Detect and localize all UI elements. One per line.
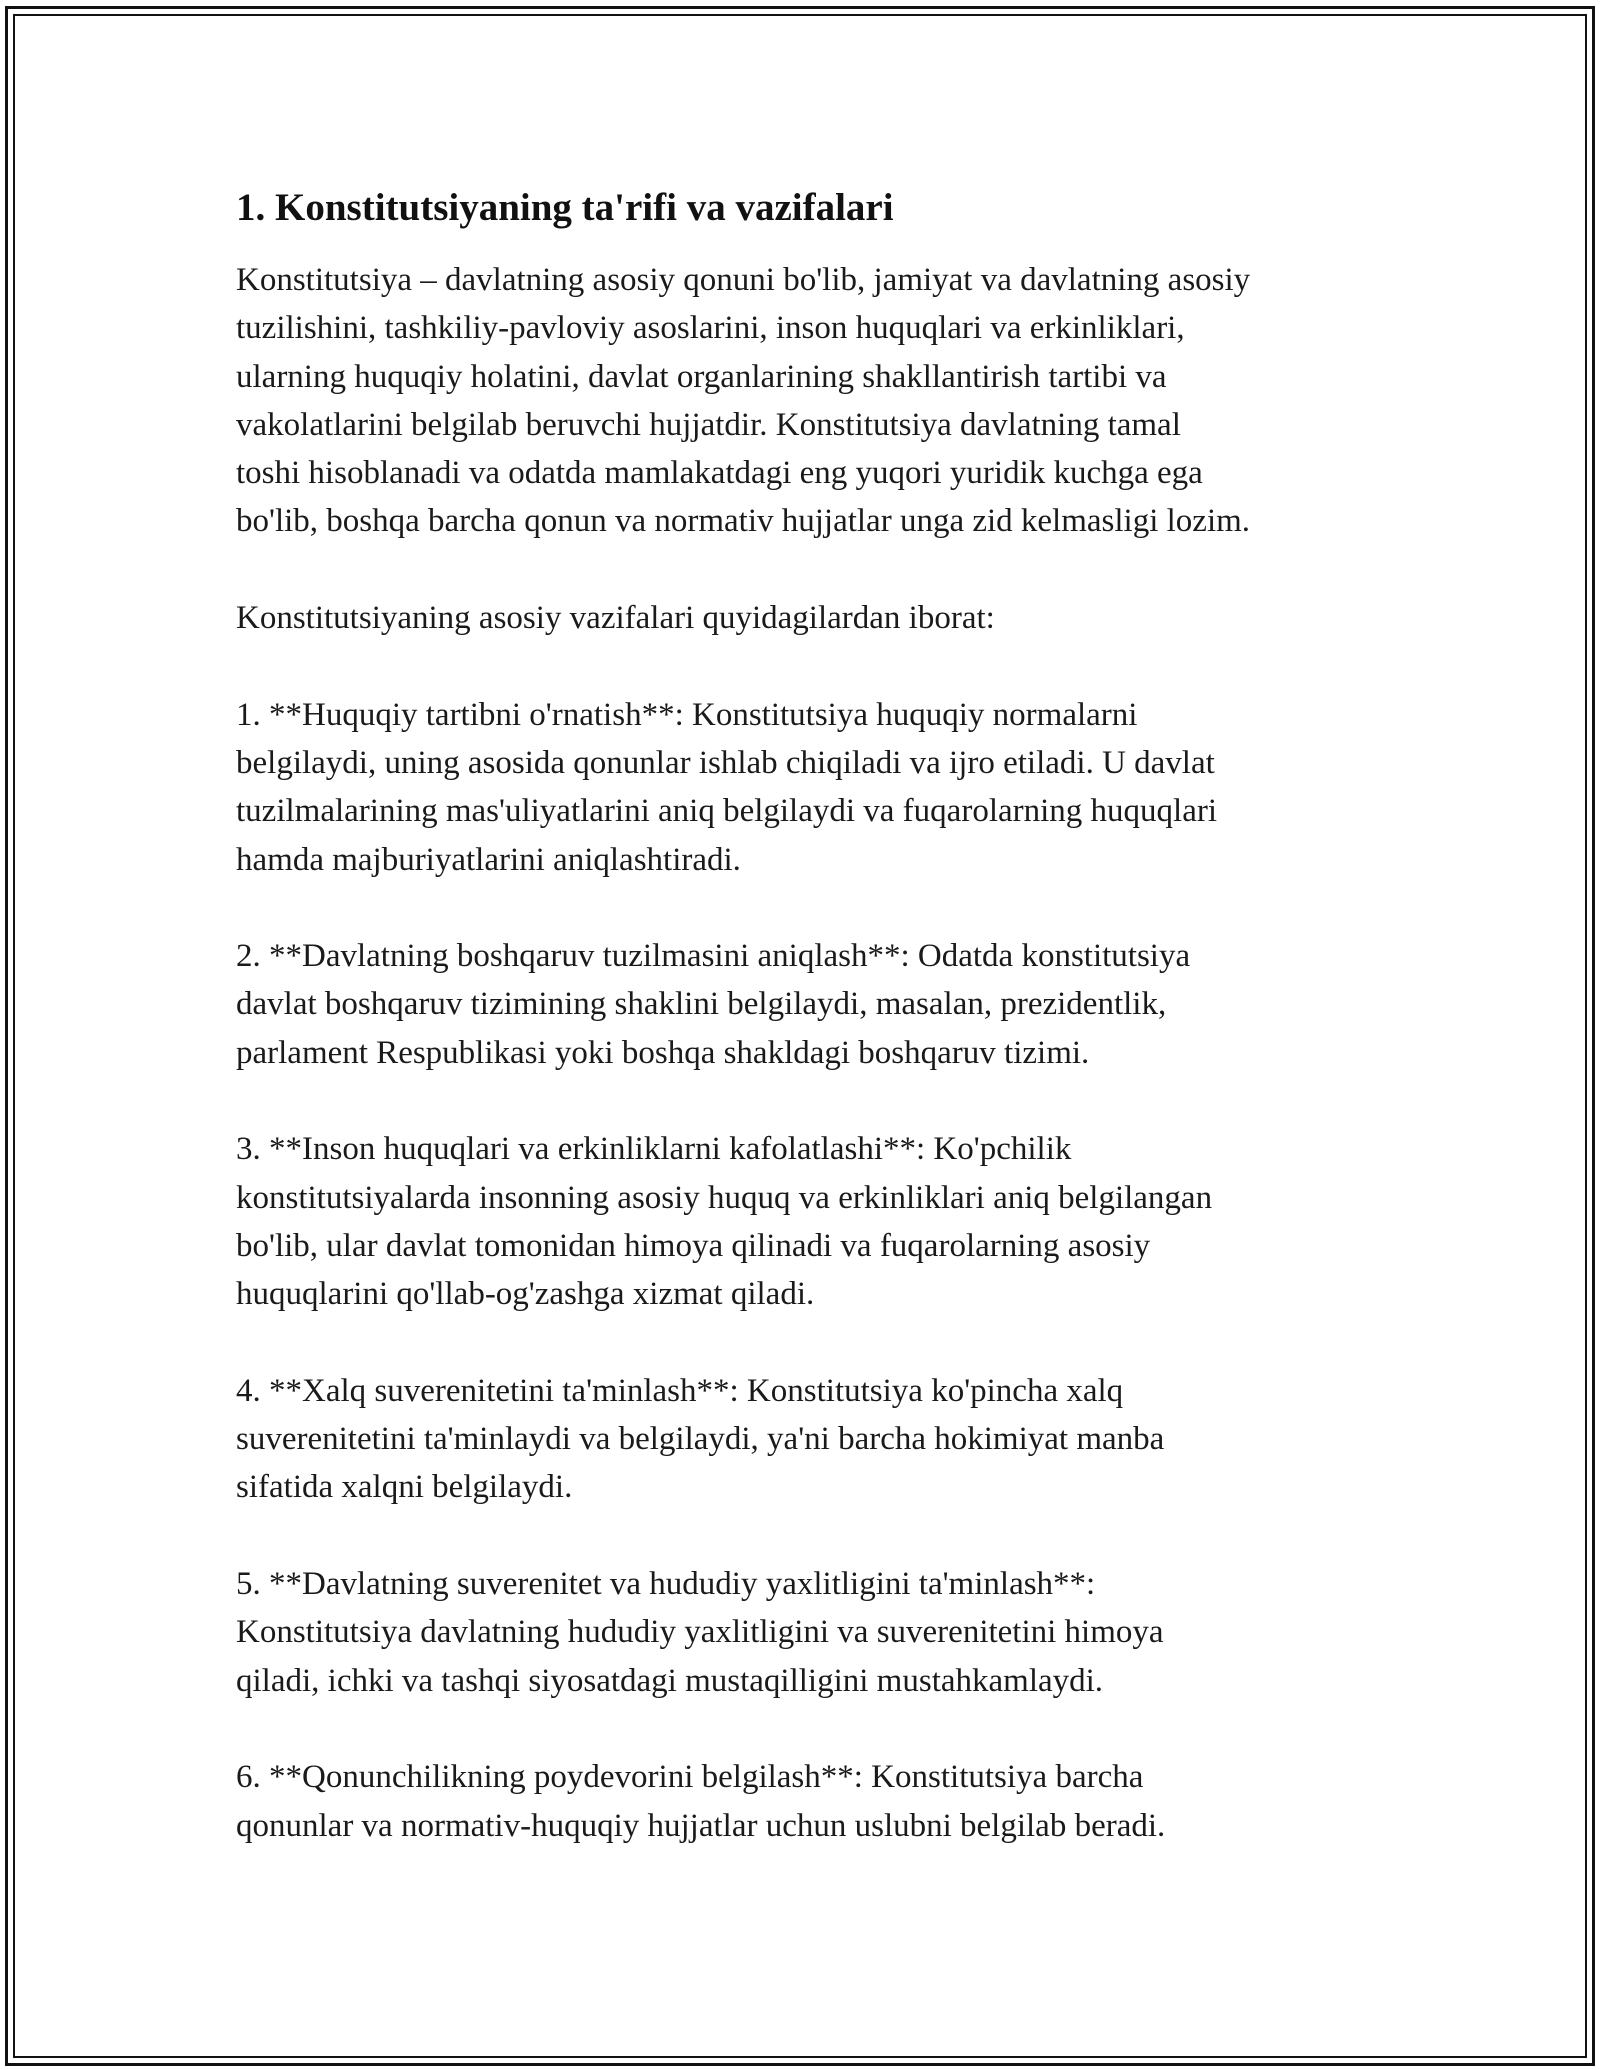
list-item-5 [236,1560,1436,1705]
text-line: 4. **Xalq suverenitetini ta'minlash**: Konstitutsiya ko'pincha xalq [236,1372,1124,1409]
text-line: sifatida xalqni belgilaydi. [236,1469,573,1506]
list-item-1 [236,691,1436,884]
list-intro: Konstitutsiyaning asosiy vazifalari quyidagilardan iborat: [236,600,995,637]
section-heading: 1. Konstitutsiyaning ta'rifi va vazifalari [236,186,894,229]
text-line: bo'lib, boshqa barcha qonun va normativ hujjatlar unga zid kelmasligi lozim. [236,503,1251,540]
text-line: suverenitetini ta'minlaydi va belgilaydi, ya'ni barcha hokimiyat manba [236,1421,1165,1458]
list-item-4 [236,1367,1436,1512]
text-line: bo'lib, ular davlat tomonidan himoya qilinadi va fuqarolarning asosiy [236,1227,1151,1264]
text-line: tuzilmalarining mas'uliyatlarini aniq belgilaydi va fuqarolarning huquqlari [236,793,1218,830]
text-line: ularning huquqiy holatini, davlat organlarining shakllantirish tartibi va [236,358,1167,395]
text-line: parlament Respublikasi yoki boshqa shakldagi boshqaruv tizimi. [236,1034,1090,1071]
list-item-3 [236,1125,1436,1318]
text-line: tuzilishini, tashkiliy-pavloviy asoslarini, inson huquqlari va erkinliklari, [236,310,1185,347]
text-line: huquqlarini qo'llab-og'zashga xizmat qiladi. [236,1276,815,1313]
text-line: 1. **Huquqiy tartibni o'rnatish**: Konstitutsiya huquqiy normalarni [236,696,1138,733]
text-line: 2. **Davlatning boshqaruv tuzilmasini aniqlash**: Odatda konstitutsiya [236,938,1191,975]
list-item-6 [236,1753,1436,1850]
text-line: 3. **Inson huquqlari va erkinliklarni kafolatlashi**: Ko'pchilik [236,1131,1072,1168]
text-line: konstitutsiyalarda insonning asosiy huquq va erkinliklari aniq belgilangan [236,1179,1213,1216]
text-line: 5. **Davlatning suverenitet va hududiy yaxlitligini ta'minlash**: [236,1566,1096,1603]
text-line: Konstitutsiya – davlatning asosiy qonuni bo'lib, jamiyat va davlatning asosiy [236,262,1251,298]
text-line: qonunlar va normativ-huquqiy hujjatlar uchun uslubni belgilab beradi. [236,1807,1166,1844]
document-content [236,184,1436,1898]
text-line: Konstitutsiya davlatning hududiy yaxlitligini va suverenitetini himoya [236,1614,1164,1651]
intro-paragraph [236,256,1436,546]
text-line: toshi hisoblanadi va odatda mamlakatdagi eng yuqori yuridik kuchga ega [236,455,1203,492]
text-line: davlat boshqaruv tizimining shaklini belgilaydi, masalan, prezidentlik, [236,986,1167,1023]
list-item-2 [236,932,1436,1077]
text-line: 6. **Qonunchilikning poydevorini belgilash**: Konstitutsiya barcha [236,1759,1144,1796]
text-line: qiladi, ichki va tashqi siyosatdagi mustaqilligini mustahkamlaydi. [236,1662,1104,1699]
text-line: vakolatlarini belgilab beruvchi hujjatdir. Konstitutsiya davlatning tamal [236,406,1181,443]
text-line: hamda majburiyatlarini aniqlashtiradi. [236,841,741,878]
text-line: belgilaydi, uning asosida qonunlar ishlab chiqiladi va ijro etiladi. U davlat [236,744,1215,781]
